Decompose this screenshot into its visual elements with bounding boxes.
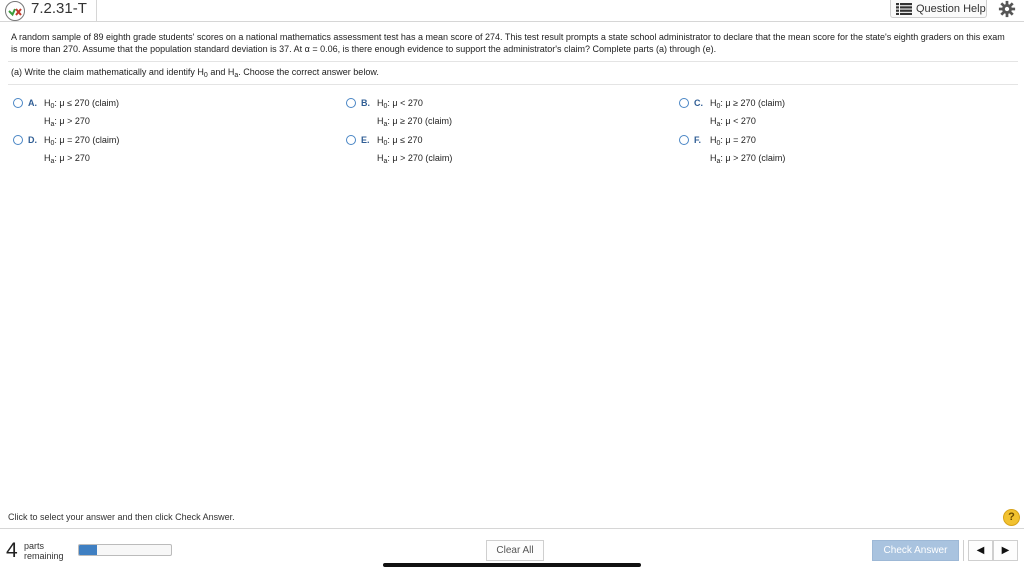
parts-label-line: remaining: [24, 551, 64, 561]
radio-button[interactable]: [679, 98, 689, 108]
next-button[interactable]: ▶: [993, 540, 1018, 561]
option-h0: $H_0$: μ = 270: [710, 135, 756, 147]
option-letter: B.: [361, 98, 370, 108]
divider: [8, 61, 1018, 62]
option-e[interactable]: [346, 133, 452, 169]
option-h0: $H_0$: μ ≥ 270 (claim): [710, 98, 786, 110]
problem-id: 7.2.31-T: [31, 0, 87, 17]
gear-icon[interactable]: [998, 0, 1016, 18]
help-icon[interactable]: ?: [1003, 509, 1020, 526]
list-icon: [896, 3, 912, 15]
progress-bar: [78, 544, 172, 556]
radio-button[interactable]: [346, 98, 356, 108]
question-text: A random sample of 89 eighth grade students' scores on a national mathematics assessment test has a mean score of 274. This test result prompts a state school administrator to declare that the mean score for the state's eighth graders on this exam is more than 270. Assume that the population standard deviation is 37. At α = 0.06, is there enough evidence to support the administrator's claim? Complete parts (a) through (e).: [11, 32, 1005, 54]
previous-button[interactable]: ◀: [968, 540, 993, 561]
option-ha: $H_a$: μ > 270: [44, 116, 90, 128]
radio-button[interactable]: [679, 135, 689, 145]
check-answer-button[interactable]: Check Answer: [872, 540, 959, 561]
option-d[interactable]: [13, 133, 119, 169]
parts-remaining-label: [24, 541, 64, 561]
parts-remaining-count: 4: [6, 539, 18, 562]
option-ha: $H_a$: μ < 270: [710, 116, 756, 128]
partial-incorrect-icon: [4, 0, 26, 22]
option-c[interactable]: [679, 96, 785, 132]
option-letter: E.: [361, 135, 370, 145]
option-h0: $H_0$: μ ≤ 270 (claim): [44, 98, 120, 110]
option-f[interactable]: [679, 133, 785, 169]
option-ha: $H_a$: μ ≥ 270 (claim): [377, 116, 453, 128]
clear-all-button[interactable]: Clear All: [486, 540, 544, 561]
footer-instruction: Click to select your answer and then click Check Answer.: [8, 512, 235, 522]
radio-button[interactable]: [13, 98, 23, 108]
button-separator: [963, 540, 964, 561]
prompt-text: . Choose the correct answer below.: [238, 67, 379, 77]
radio-button[interactable]: [346, 135, 356, 145]
home-indicator: [383, 563, 641, 567]
prompt-sub: 0: [203, 72, 208, 79]
option-ha: $H_a$: μ > 270 (claim): [710, 153, 786, 165]
prompt-text: and H: [207, 67, 235, 77]
option-h0: $H_0$: μ < 270: [377, 98, 423, 110]
option-a[interactable]: [13, 96, 119, 132]
option-letter: D.: [28, 135, 37, 145]
parts-label-line: parts: [24, 541, 45, 551]
option-h0: $H_0$: μ ≤ 270: [377, 135, 423, 147]
question-help-label: Question Help: [916, 2, 986, 15]
option-b[interactable]: [346, 96, 452, 132]
header-bar: [0, 0, 1024, 22]
option-ha: $H_a$: μ > 270: [44, 153, 90, 165]
option-h0: $H_0$: μ = 270 (claim): [44, 135, 120, 147]
question-help-button[interactable]: [890, 0, 987, 18]
option-letter: A.: [28, 98, 37, 108]
option-ha: $H_a$: μ > 270 (claim): [377, 153, 453, 165]
radio-button[interactable]: [13, 135, 23, 145]
part-a-prompt: [11, 66, 379, 82]
option-letter: C.: [694, 98, 703, 108]
prompt-sub: a: [234, 72, 239, 79]
header-divider: [96, 0, 97, 22]
progress-fill: [79, 545, 97, 555]
prompt-text: (a) Write the claim mathematically and identify H: [11, 67, 204, 77]
divider: [8, 84, 1018, 85]
footer-divider: [0, 528, 1024, 529]
option-letter: F.: [694, 135, 702, 145]
